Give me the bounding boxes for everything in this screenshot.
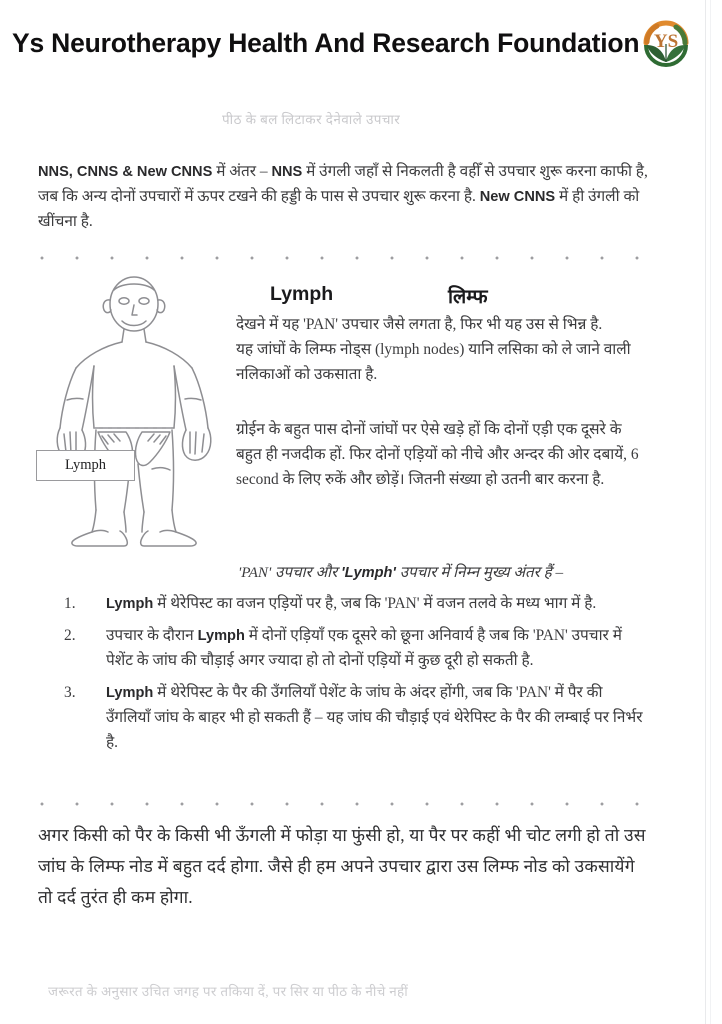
- list-item-prefix: उपचार के दौरान: [106, 626, 198, 644]
- page-edge-line: [705, 0, 706, 1024]
- section-body-2: यह जांघों के लिम्फ नोड्स (lymph nodes) यानि लसिका को ले जाने वाली नलिकाओं को उकसाता है.: [236, 340, 631, 383]
- intro-bold-nns: NNS: [271, 164, 303, 180]
- comparison-bold: 'Lymph': [341, 565, 396, 581]
- comparison-lead: 'PAN' उपचार और: [238, 564, 342, 581]
- top-caption: पीठ के बल लिटाकर देनेवाले उपचार: [222, 112, 401, 127]
- dotted-separator-bottom: [40, 802, 640, 808]
- list-item-text: [106, 624, 650, 674]
- section-body-block-2: [236, 418, 640, 493]
- figure-callout-label: Lymph: [36, 450, 135, 481]
- list-item-body: में थेरेपिस्ट का वजन एड़ियों पर है, जब कि 'PAN' में वजन तलवे के मध्य भाग में है.: [153, 595, 597, 612]
- list-item-bold: Lymph: [106, 684, 154, 701]
- section-heading-english: Lymph: [270, 283, 334, 305]
- intro-text-3: में ही उंगली को खींचना है.: [38, 187, 640, 230]
- svg-text:YS: YS: [654, 31, 679, 52]
- differences-list: [38, 592, 650, 763]
- standing-human-body-diagram-icon: [46, 272, 246, 547]
- comparison-tail: उपचार में निम्न मुख्य अंतर हैं –: [395, 564, 564, 581]
- list-item: [38, 681, 650, 756]
- intro-text-1: में अंतर –: [212, 163, 272, 180]
- section-body-3: ग्रोईन के बहुत पास दोनों जांघों पर ऐसे खड़े हों कि दोनों एड़ी एक दूसरे के बहुत ही नजदीक हों. फिर दोनों एड़ियों को नीचे और अन्दर की ओर दबायें, 6 second के लिए रुकें और छोड़ें। जितनी संख्या हो उतनी बार करना है.: [236, 421, 639, 488]
- page-edge-line-secondary: [710, 0, 711, 1024]
- list-item-text: [106, 592, 650, 617]
- comparison-intro-line: [238, 562, 658, 582]
- list-item-number: 1.: [64, 595, 76, 612]
- page-header: [12, 16, 684, 70]
- intro-bold-new-cnns: New CNNS: [479, 188, 556, 205]
- page-title: Ys Neurotherapy Health And Research Foundation: [12, 27, 640, 58]
- list-item: [38, 592, 650, 617]
- list-item-body: में थेरेपिस्ट के पैर की उँगलियाँ पेशेंट के जांघ के अंदर होंगी, जब कि 'PAN' में पैर की उँगलियाँ जांघ के बाहर भी हो सकती हैं – यह जांघ की चौड़ाई एवं थेरेपिस्ट के पैर की लम्बाई पर निर्भर है.: [106, 683, 643, 751]
- list-item-text: [106, 681, 650, 756]
- section-body-1: देखने में यह 'PAN' उपचार जैसे लगता है, फिर भी यह उस से भिन्न है.: [236, 316, 603, 333]
- intro-bold-lead: NNS, CNNS & New CNNS: [38, 164, 213, 180]
- closing-paragraph: अगर किसी को पैर के किसी भी ऊँगली में फोड़ा या फुंसी हो, या पैर पर कहीं भी चोट लगी हो तो उस जांघ के लिम्फ नोड में बहुत दर्द होगा. जैसे ही हम अपने उपचार द्वारा उस लिम्फ नोड को उकसायेंगे तो दर्द तुरंत ही कम होगा.: [38, 825, 646, 907]
- intro-text-2: में उंगली जहाँ से निकलती है वहीँ से उपचार शुरू करना काफी है, जब कि अन्य दोनों उपचारों में ऊपर टखने की हड्डी के पास से उपचार शुरू करना है.: [38, 163, 648, 205]
- list-item-bold: Lymph: [106, 596, 154, 612]
- footer-note: जरूरत के अनुसार उचित जगह पर तकिया दें, पर सिर या पीठ के नीचे नहीं: [48, 984, 409, 999]
- intro-paragraph: [38, 160, 648, 235]
- dotted-separator-top: [40, 256, 640, 262]
- ys-foundation-logo-icon: [641, 18, 691, 68]
- list-item-body: में दोनों एड़ियाँ एक दूसरे को छूना अनिवार्य है जब कि 'PAN' उपचार में पेशेंट के जांघ की चौड़ाई अगर ज्यादा हो तो दोनों एड़ियों में कुछ दूरी हो सकती है.: [106, 626, 622, 669]
- section-body-block-1: [236, 313, 640, 388]
- list-item: [38, 624, 650, 674]
- list-item-bold: Lymph: [197, 627, 245, 644]
- list-item-number: 3.: [64, 683, 76, 701]
- section-heading-hindi: लिम्फ: [448, 287, 488, 308]
- list-item-number: 2.: [64, 626, 76, 644]
